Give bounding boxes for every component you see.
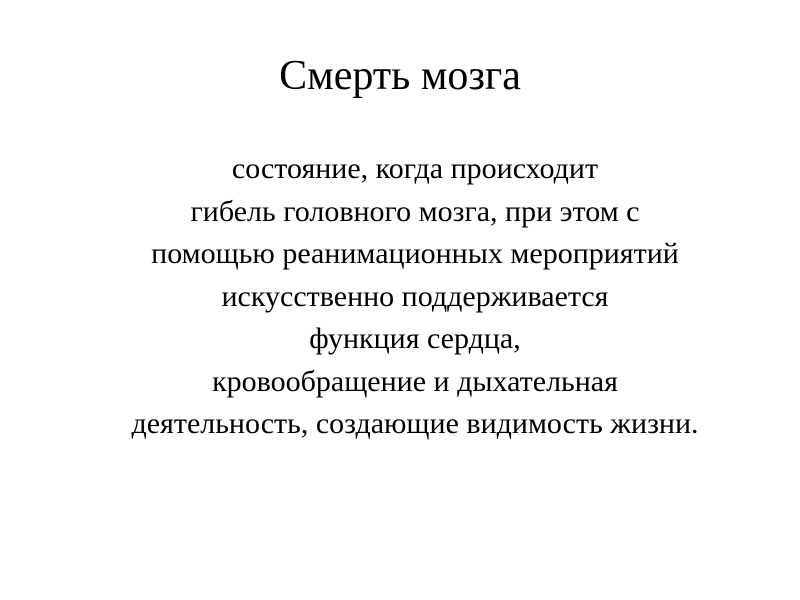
definition-line-1: состояние, когда происходит [231, 152, 599, 185]
definition-text [40, 148, 790, 446]
definition-line-6: кровообращение и дыхательная [212, 364, 618, 398]
definition-line-4: искусственно поддерживается [221, 279, 609, 313]
definition-line-7: деятельность, создающие видимость жизни. [131, 407, 699, 440]
definition-line-5: функция сердца, [309, 322, 521, 355]
definition-line-2: гибель головного мозга, при этом с [190, 194, 640, 228]
slide-title: Смерть мозга [279, 53, 521, 99]
definition-line-3: помощью реанимационных мероприятий [151, 237, 679, 270]
